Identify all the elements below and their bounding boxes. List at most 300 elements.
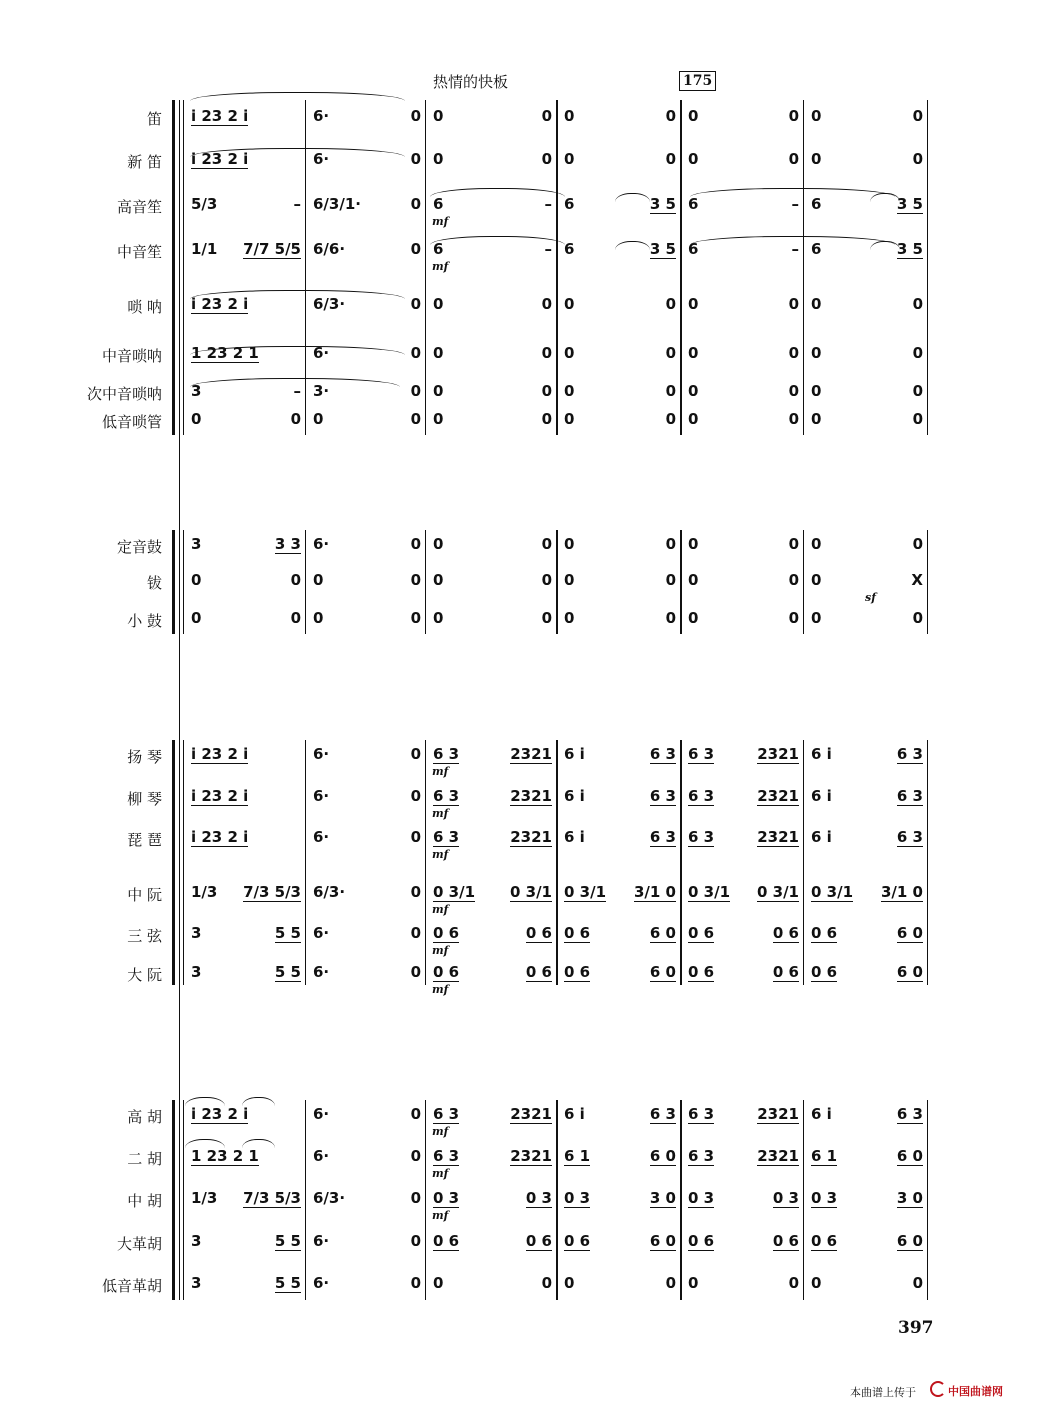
measure-notes [688, 609, 799, 627]
measure-notes [313, 571, 421, 589]
measure-notes [688, 963, 799, 982]
measure-notes [313, 609, 421, 627]
note-group: 0 [811, 1274, 822, 1292]
note-group: 0 3 [564, 1189, 591, 1207]
barline [183, 530, 184, 634]
note-group: 0 [191, 410, 202, 428]
note-group: 0 [688, 1274, 699, 1292]
note-group: 0 [313, 609, 324, 627]
note-group: 6· [313, 745, 330, 763]
instrument-label: 笛 [146, 110, 162, 128]
measure-notes [191, 410, 301, 428]
note-group: 0 6 [525, 924, 552, 942]
measure-notes [688, 382, 799, 400]
note-group: 6 i [811, 1105, 832, 1123]
measure-notes [313, 828, 421, 846]
note-group: i 23 2 i [191, 745, 249, 763]
note-group: 1 23 2 1 [191, 344, 259, 362]
measure-notes [811, 1274, 923, 1292]
note-group: 0 6 [688, 924, 715, 942]
note-group: 6 3 [433, 745, 460, 763]
note-group: – [293, 382, 301, 400]
note-group: 2321 [757, 828, 799, 846]
measure-notes [191, 1232, 301, 1251]
measure-notes [433, 150, 552, 168]
measure-notes [433, 107, 552, 125]
note-group: 3 [191, 382, 202, 400]
note-group: 6 3 [896, 1105, 923, 1123]
dynamic-marking: mf [432, 944, 449, 957]
instrument-label: 低音革胡 [101, 1277, 162, 1295]
note-group: 6 0 [896, 963, 923, 981]
note-group: 0 [541, 571, 552, 589]
note-group: 6 3 [688, 1147, 715, 1165]
note-group: 0 [788, 571, 799, 589]
note-group: 6 0 [649, 1147, 676, 1165]
note-group: 6 i [564, 745, 585, 763]
measure-notes [433, 1232, 552, 1251]
note-group: 0 [665, 150, 676, 168]
note-group: i 23 2 i [191, 295, 249, 313]
note-group: 0 [433, 535, 444, 553]
note-group: 6 0 [649, 924, 676, 942]
site-logo-text: 中国曲谱网 [948, 1385, 1003, 1398]
note-group: 3· [313, 382, 330, 400]
note-group: 0 [564, 1274, 575, 1292]
note-group: 0 [410, 1147, 421, 1165]
note-group: 0 3 [525, 1189, 552, 1207]
note-group: 2321 [510, 1147, 552, 1165]
site-logo [930, 1381, 1003, 1399]
instrument-label: 高音笙 [116, 198, 162, 216]
note-group: 0 [688, 150, 699, 168]
note-group: 0 6 [772, 963, 799, 981]
instrument-label: 定音鼓 [116, 538, 162, 556]
note-group: 0 [191, 571, 202, 589]
note-group: 6 3 [433, 787, 460, 805]
note-group: 0 [912, 382, 923, 400]
note-group: 6 0 [896, 924, 923, 942]
note-group: 0 [688, 410, 699, 428]
measure-notes [564, 410, 676, 428]
note-group: 0 3/1 [509, 883, 552, 901]
note-group: – [293, 195, 301, 213]
note-group: 0 [191, 609, 202, 627]
note-group: i 23 2 i [191, 107, 249, 125]
note-group: 0 [410, 107, 421, 125]
measure-notes [191, 382, 301, 400]
note-group: i 23 2 i [191, 1105, 249, 1123]
note-group: 0 [665, 1274, 676, 1292]
note-group: 0 [564, 295, 575, 313]
note-group: – [791, 195, 799, 213]
note-group: 6 [811, 240, 822, 258]
measure-notes [313, 107, 421, 125]
measure-notes [564, 382, 676, 400]
note-group: 0 [811, 410, 822, 428]
instrument-label: 大革胡 [116, 1235, 162, 1253]
note-group: 5/3 [191, 195, 218, 213]
note-group: 6 3 [433, 1147, 460, 1165]
measure-notes [811, 1147, 923, 1166]
measure-notes [191, 107, 301, 126]
note-group: 0 [912, 1274, 923, 1292]
measure-notes [688, 195, 799, 213]
barline [556, 530, 558, 634]
note-group: 0 [688, 344, 699, 362]
note-group: 0 [665, 344, 676, 362]
measure-notes [191, 745, 301, 764]
note-group: 6/3· [313, 883, 346, 901]
measure-notes [313, 1147, 421, 1165]
measure-notes [564, 195, 676, 214]
note-group: 0 3/1 [811, 883, 854, 901]
note-group: 6 3 [433, 828, 460, 846]
note-group: 6 i [811, 828, 832, 846]
measure-notes [191, 195, 301, 213]
measure-notes [313, 295, 421, 313]
barline [556, 740, 558, 985]
measure-notes [811, 344, 923, 362]
note-group: 3 [191, 924, 202, 942]
note-group: 6 0 [896, 1147, 923, 1165]
barline [425, 1100, 426, 1300]
note-group: i 23 2 i [191, 150, 249, 168]
note-group: 6 3 [688, 787, 715, 805]
note-group: 0 [410, 195, 421, 213]
measure-notes [811, 787, 923, 806]
measure-notes [564, 535, 676, 553]
note-group: 3 5 [649, 195, 676, 213]
measure-notes [191, 344, 301, 363]
note-group: 0 6 [811, 963, 838, 981]
note-group: 0 [665, 295, 676, 313]
measure-notes [688, 883, 799, 902]
note-group: 3 5 [896, 195, 923, 213]
measure-notes [433, 1147, 552, 1166]
measure-notes [564, 924, 676, 943]
note-group: 0 [811, 344, 822, 362]
note-group: 0 [410, 1232, 421, 1250]
measure-notes [564, 150, 676, 168]
measure-notes [564, 1274, 676, 1292]
note-group: 0 [313, 410, 324, 428]
instrument-label: 中 阮 [127, 886, 162, 904]
measure-notes [313, 1105, 421, 1123]
note-group: 6 3 [688, 1105, 715, 1123]
measure-notes [191, 150, 301, 169]
measure-notes [564, 828, 676, 847]
note-group: i 23 2 i [191, 828, 249, 846]
note-group: 7/7 5/5 [243, 240, 301, 258]
measure-notes [313, 150, 421, 168]
note-group: 2321 [757, 1147, 799, 1165]
note-group: 6· [313, 150, 330, 168]
measure-notes [811, 535, 923, 553]
note-group: i 23 2 i [191, 787, 249, 805]
note-group: 2321 [510, 828, 552, 846]
measure-notes [688, 535, 799, 553]
note-group: 0 [541, 609, 552, 627]
note-group: 0 [788, 344, 799, 362]
barline [680, 740, 682, 985]
note-group: 0 [410, 828, 421, 846]
note-group: 0 [410, 240, 421, 258]
note-group: 6 [811, 195, 822, 213]
measure-notes [191, 571, 301, 589]
note-group: 0 [665, 609, 676, 627]
note-group: 0 3 [433, 1189, 460, 1207]
measure-notes [433, 787, 552, 806]
note-group: 0 3/1 [688, 883, 731, 901]
measure-notes [313, 883, 421, 901]
measure-notes [191, 828, 301, 847]
instrument-label: 中音唢呐 [101, 347, 162, 365]
note-group: 0 [433, 295, 444, 313]
note-group: 3 [191, 1274, 202, 1292]
note-group: 0 [912, 535, 923, 553]
note-group: 0 [433, 410, 444, 428]
note-group: 0 [811, 535, 822, 553]
note-group: 6 0 [649, 1232, 676, 1250]
note-group: 6 3 [649, 787, 676, 805]
measure-notes [811, 924, 923, 943]
measure-notes [564, 1189, 676, 1208]
note-group: 0 6 [564, 924, 591, 942]
measure-notes [191, 1147, 301, 1166]
note-group: 0 [564, 150, 575, 168]
measure-notes [688, 924, 799, 943]
dynamic-marking: mf [432, 1209, 449, 1222]
note-group: 0 [912, 344, 923, 362]
measure-notes [191, 240, 301, 259]
dynamic-marking: mf [432, 260, 449, 273]
note-group: 0 [541, 107, 552, 125]
note-group: 6/6· [313, 240, 346, 258]
note-group: 0 [433, 344, 444, 362]
note-group: 0 [788, 535, 799, 553]
note-group: 6 3 [649, 745, 676, 763]
note-group: 6· [313, 1232, 330, 1250]
note-group: 7/3 5/3 [243, 883, 301, 901]
note-group: 0 [912, 295, 923, 313]
note-group: 6 3 [896, 745, 923, 763]
note-group: 0 3 [688, 1189, 715, 1207]
instrument-label: 低音唢管 [101, 413, 162, 431]
note-group: 0 [688, 295, 699, 313]
note-group: 0 [410, 787, 421, 805]
note-group: 6· [313, 963, 330, 981]
note-group: 0 [788, 609, 799, 627]
measure-notes [313, 745, 421, 763]
note-group: 6 i [811, 787, 832, 805]
page-number: 397 [898, 1318, 934, 1338]
note-group: 0 [788, 150, 799, 168]
note-group: 2321 [757, 745, 799, 763]
note-group: 0 3 [811, 1189, 838, 1207]
measure-notes [688, 1274, 799, 1292]
instrument-label: 琵 琶 [127, 831, 162, 849]
dynamic-marking: mf [432, 1167, 449, 1180]
note-group: 0 [811, 107, 822, 125]
note-group: 0 6 [433, 963, 460, 981]
note-group: 0 [665, 571, 676, 589]
note-group: 0 [912, 410, 923, 428]
measure-notes [564, 107, 676, 125]
barline [680, 100, 682, 435]
note-group: 3 0 [896, 1189, 923, 1207]
note-group: 0 [541, 344, 552, 362]
measure-notes [191, 295, 301, 314]
measure-notes [564, 571, 676, 589]
note-group: 0 [564, 382, 575, 400]
measure-notes [564, 1105, 676, 1124]
measure-notes [313, 1232, 421, 1250]
measure-notes [688, 150, 799, 168]
barline [927, 740, 928, 985]
measure-notes [564, 963, 676, 982]
note-group: 0 3/1 [433, 883, 476, 901]
note-group: 1 23 2 1 [191, 1147, 259, 1165]
note-group: 2321 [510, 745, 552, 763]
measure-notes [433, 828, 552, 847]
instrument-label: 新 笛 [127, 153, 162, 171]
measure-notes [191, 1274, 301, 1293]
measure-notes [191, 1189, 301, 1208]
note-group: 0 [410, 609, 421, 627]
note-group: 0 6 [688, 1232, 715, 1250]
measure-notes [688, 828, 799, 847]
note-group: 0 [688, 571, 699, 589]
note-group: 0 [410, 1189, 421, 1207]
note-group: 6/3· [313, 1189, 346, 1207]
measure-notes [433, 1105, 552, 1124]
note-group: 0 [564, 571, 575, 589]
measure-notes [688, 1232, 799, 1251]
measure-notes [313, 963, 421, 981]
measure-notes [564, 295, 676, 313]
note-group: 6 i [564, 1105, 585, 1123]
note-group: 0 [410, 1274, 421, 1292]
note-group: 0 [410, 410, 421, 428]
dynamic-marking: mf [432, 903, 449, 916]
rehearsal-mark: 175 [679, 71, 716, 91]
note-group: 0 [410, 382, 421, 400]
measure-notes [564, 344, 676, 362]
measure-notes [313, 382, 421, 400]
note-group: 3 3 [274, 535, 301, 553]
note-group: 5 5 [274, 1232, 301, 1250]
note-group: 0 [410, 963, 421, 981]
note-group: 0 [410, 150, 421, 168]
note-group: 0 [564, 107, 575, 125]
measure-notes [564, 609, 676, 627]
measure-notes [688, 240, 799, 258]
note-group: 6· [313, 107, 330, 125]
footer-upload-text: 本曲谱上传于 [850, 1386, 916, 1399]
dynamic-marking: mf [432, 807, 449, 820]
note-group: 0 6 [811, 924, 838, 942]
note-group: 6· [313, 828, 330, 846]
dynamic-marking: mf [432, 983, 449, 996]
note-group: 6 0 [896, 1232, 923, 1250]
note-group: 6 3 [688, 745, 715, 763]
note-group: 2321 [510, 1105, 552, 1123]
note-group: 0 [541, 1274, 552, 1292]
measure-notes [811, 883, 923, 902]
measure-notes [564, 883, 676, 902]
barline [305, 530, 306, 634]
note-group: 6· [313, 924, 330, 942]
dynamic-marking: mf [432, 215, 449, 228]
note-group: 6· [313, 1147, 330, 1165]
measure-notes [811, 609, 923, 627]
note-group: 0 [290, 410, 301, 428]
note-group: 3 5 [649, 240, 676, 258]
dynamic-marking: mf [432, 848, 449, 861]
measure-notes [688, 1105, 799, 1124]
instrument-label: 中 胡 [127, 1192, 162, 1210]
measure-notes [313, 344, 421, 362]
measure-notes [811, 571, 923, 589]
measure-notes [433, 535, 552, 553]
barline [803, 1100, 804, 1300]
note-group: 6 1 [811, 1147, 838, 1165]
note-group: 6 i [811, 745, 832, 763]
measure-notes [811, 410, 923, 428]
measure-notes [191, 1105, 301, 1124]
note-group: 0 [410, 535, 421, 553]
barline [680, 1100, 682, 1300]
note-group: 0 6 [564, 1232, 591, 1250]
measure-notes [564, 1232, 676, 1251]
measure-notes [811, 382, 923, 400]
note-group: 2321 [510, 787, 552, 805]
barline [556, 1100, 558, 1300]
dynamic-marking: mf [432, 765, 449, 778]
measure-notes [811, 150, 923, 168]
measure-notes [688, 295, 799, 313]
note-group: 6· [313, 787, 330, 805]
measure-notes [313, 195, 421, 213]
instrument-label: 扬 琴 [127, 748, 162, 766]
measure-notes [433, 240, 552, 258]
measure-notes [811, 828, 923, 847]
note-group: 0 [433, 382, 444, 400]
measure-notes [313, 410, 421, 428]
instrument-label: 小 鼓 [127, 612, 162, 630]
note-group: 5 5 [274, 963, 301, 981]
note-group: 0 [410, 571, 421, 589]
note-group: 0 [665, 382, 676, 400]
note-group: 6· [313, 535, 330, 553]
note-group: 6 i [564, 787, 585, 805]
measure-notes [313, 535, 421, 553]
measure-notes [688, 1189, 799, 1208]
dynamic-marking: mf [432, 1125, 449, 1138]
barline [305, 1100, 306, 1300]
note-group: 0 6 [811, 1232, 838, 1250]
note-group: 0 [665, 107, 676, 125]
note-group: 6 0 [649, 963, 676, 981]
measure-notes [433, 883, 552, 902]
measure-notes [433, 924, 552, 943]
barline [927, 530, 928, 634]
tempo-marking: 热情的快板 [433, 73, 509, 91]
note-group: 0 [410, 883, 421, 901]
note-group: 0 [433, 150, 444, 168]
note-group: 0 [688, 535, 699, 553]
